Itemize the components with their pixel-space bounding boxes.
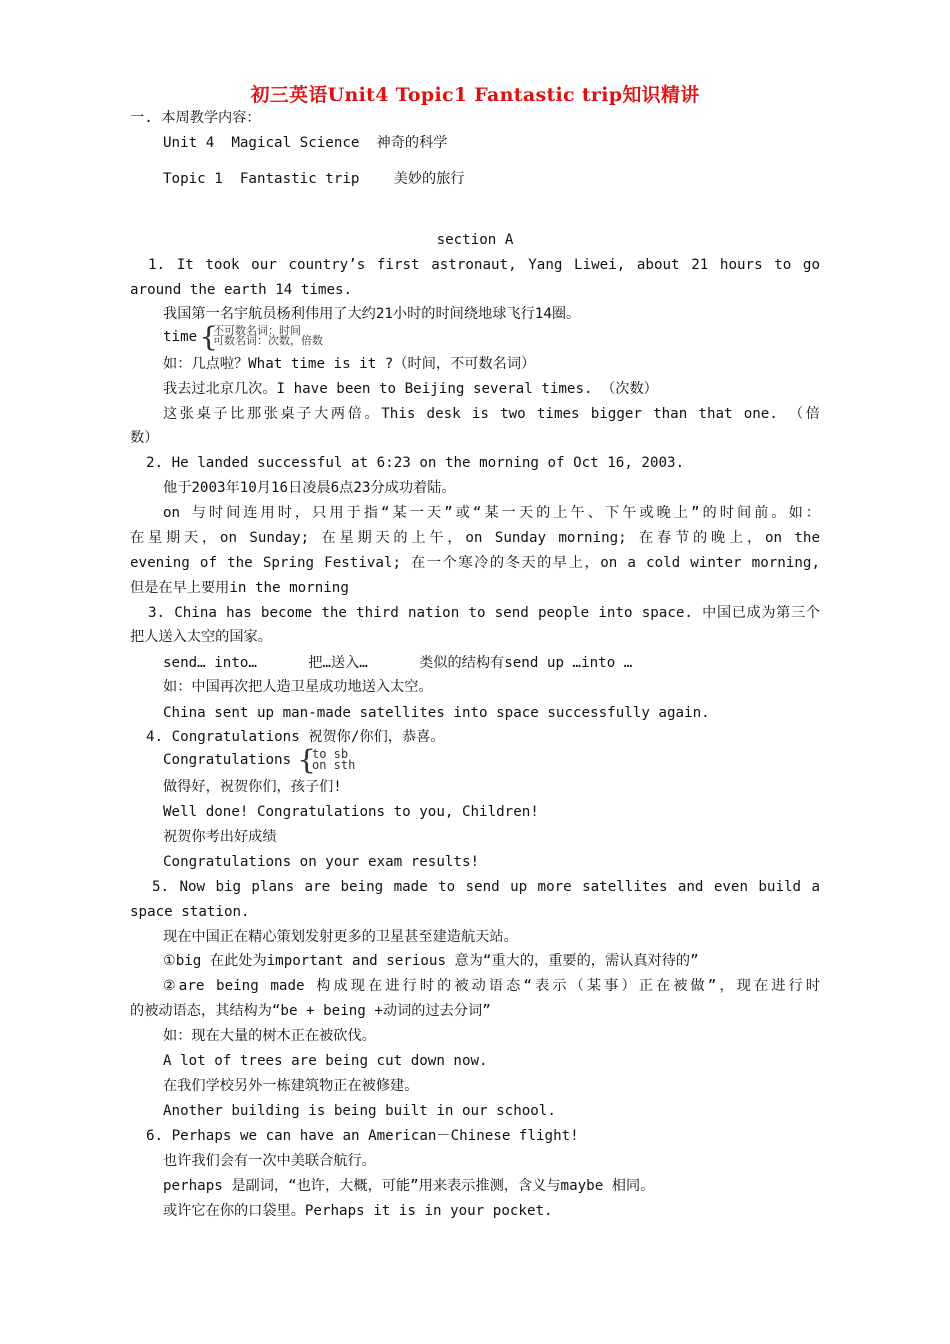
topic-line: Topic 1 Fantastic trip 美妙的旅行 — [163, 171, 465, 187]
point-1-example-3-cont: 数） — [130, 430, 159, 446]
brace-icon: { — [199, 321, 219, 354]
point-3-note-2: 如：中国再次把人造卫星成功地送入太空。 — [163, 679, 433, 695]
point-5-note-5: A lot of trees are being cut down now. — [163, 1053, 488, 1069]
point-1-sentence-cont: around the earth 14 times. — [130, 282, 353, 298]
point-4-note-1: 做得好，祝贺你们，孩子们! — [163, 779, 342, 795]
point-4-note-3: 祝贺你考出好成绩 — [163, 829, 277, 845]
point-4-note-4: Congratulations on your exam results! — [163, 854, 480, 870]
time-meaning-2: 可数名词：次数，倍数 — [213, 334, 323, 347]
point-5-note-3: 的被动语态，其结构为“be + being +动词的过去分词” — [130, 1003, 491, 1019]
point-4-sentence: 4. Congratulations 祝贺你/你们，恭喜。 — [146, 729, 445, 745]
point-6-translation: 也许我们会有一次中美联合航行。 — [163, 1153, 376, 1169]
point-5-note-1: ①big 在此处为important and serious 意为“重大的，重要的，需认真对待的” — [163, 953, 699, 969]
point-6-note-2: 或许它在你的口袋里。Perhaps it is in your pocket. — [163, 1203, 553, 1219]
time-word: time — [163, 329, 198, 345]
point-2-note-3: evening of the Spring Festival; 在一个寒冷的冬天的早上，on a cold winter morning, — [130, 555, 820, 571]
point-5-sentence-cont: space station. — [130, 904, 250, 920]
time-brace-note — [163, 321, 423, 354]
point-6-sentence: 6. Perhaps we can have an American－Chinese flight! — [146, 1128, 579, 1144]
section-a-heading: section A — [436, 232, 514, 248]
section-heading: 一. 本周教学内容： — [130, 110, 261, 126]
congratulations-use-2: on sth — [312, 758, 356, 772]
point-2-note-2: 在星期天，on Sunday; 在星期天的上午，on Sunday morning; 在春节的晚上，on the — [130, 530, 820, 546]
unit-line: Unit 4 Magical Science 神奇的科学 — [163, 135, 448, 151]
point-1-example-3: 这张桌子比那张桌子大两倍。This desk is two times bigger than that one. （倍 — [163, 406, 820, 422]
congratulations-word: Congratulations — [163, 752, 292, 768]
point-5-note-6: 在我们学校另外一栋建筑物正在被修建。 — [163, 1078, 419, 1094]
point-3-note-3: China sent up man-made satellites into space successfully again. — [163, 705, 710, 721]
congratulations-use-1: to sb — [312, 747, 349, 761]
brace-icon: { — [297, 744, 317, 777]
point-5-sentence: 5. Now big plans are being made to send up more satellites and even build a — [152, 879, 820, 895]
point-2-note-1: on 与时间连用时，只用于指“某一天”或“某一天的上午、下午或晚上”的时间前。如： — [163, 505, 820, 521]
point-5-translation: 现在中国正在精心策划发射更多的卫星甚至建造航天站。 — [163, 929, 518, 945]
point-1-example-1: 如：几点啦？What time is it ?（时间，不可数名词） — [163, 356, 536, 372]
point-5-note-4: 如：现在大量的树木正在被砍伐。 — [163, 1028, 376, 1044]
time-meaning-1: 不可数名词：时间 — [213, 324, 301, 337]
point-6-note-1: perhaps 是副词，“也许，大概，可能”用来表示推测，含义与maybe 相同。 — [163, 1178, 655, 1194]
time-meanings — [213, 326, 323, 346]
point-1-translation: 我国第一名宇航员杨利伟用了大约21小时的时间绕地球飞行14圈。 — [163, 306, 581, 322]
point-4-note-2: Well done! Congratulations to you, Children! — [163, 804, 539, 820]
point-1-sentence: 1. It took our country’s first astronaut, Yang Liwei, about 21 hours to go — [148, 257, 820, 273]
congratulations-uses — [312, 749, 355, 771]
point-2-translation: 他于2003年10月16日凌晨6点23分成功着陆。 — [163, 480, 456, 496]
point-1-example-2: 我去过北京几次。I have been to Beijing several times. （次数） — [163, 381, 658, 397]
point-5-note-7: Another building is being built in our school. — [163, 1103, 556, 1119]
point-2-sentence: 2. He landed successful at 6:23 on the morning of Oct 16, 2003. — [146, 455, 685, 471]
point-3-note-1: send… into… 把…送入… 类似的结构有send up …into … — [163, 655, 633, 671]
point-3-sentence-cont: 把人送入太空的国家。 — [130, 629, 272, 645]
point-2-note-4: 但是在早上要用in the morning — [130, 580, 349, 596]
point-5-note-2: ②are being made 构成现在进行时的被动语态“表示（某事）正在被做”，现在进行时 — [163, 978, 820, 994]
document-title: 初三英语Unit4 Topic1 Fantastic trip知识精讲 — [250, 84, 700, 106]
point-3-sentence: 3. China has become the third nation to send people into space. 中国已成为第三个 — [148, 605, 820, 621]
congratulations-brace-note — [163, 744, 423, 777]
